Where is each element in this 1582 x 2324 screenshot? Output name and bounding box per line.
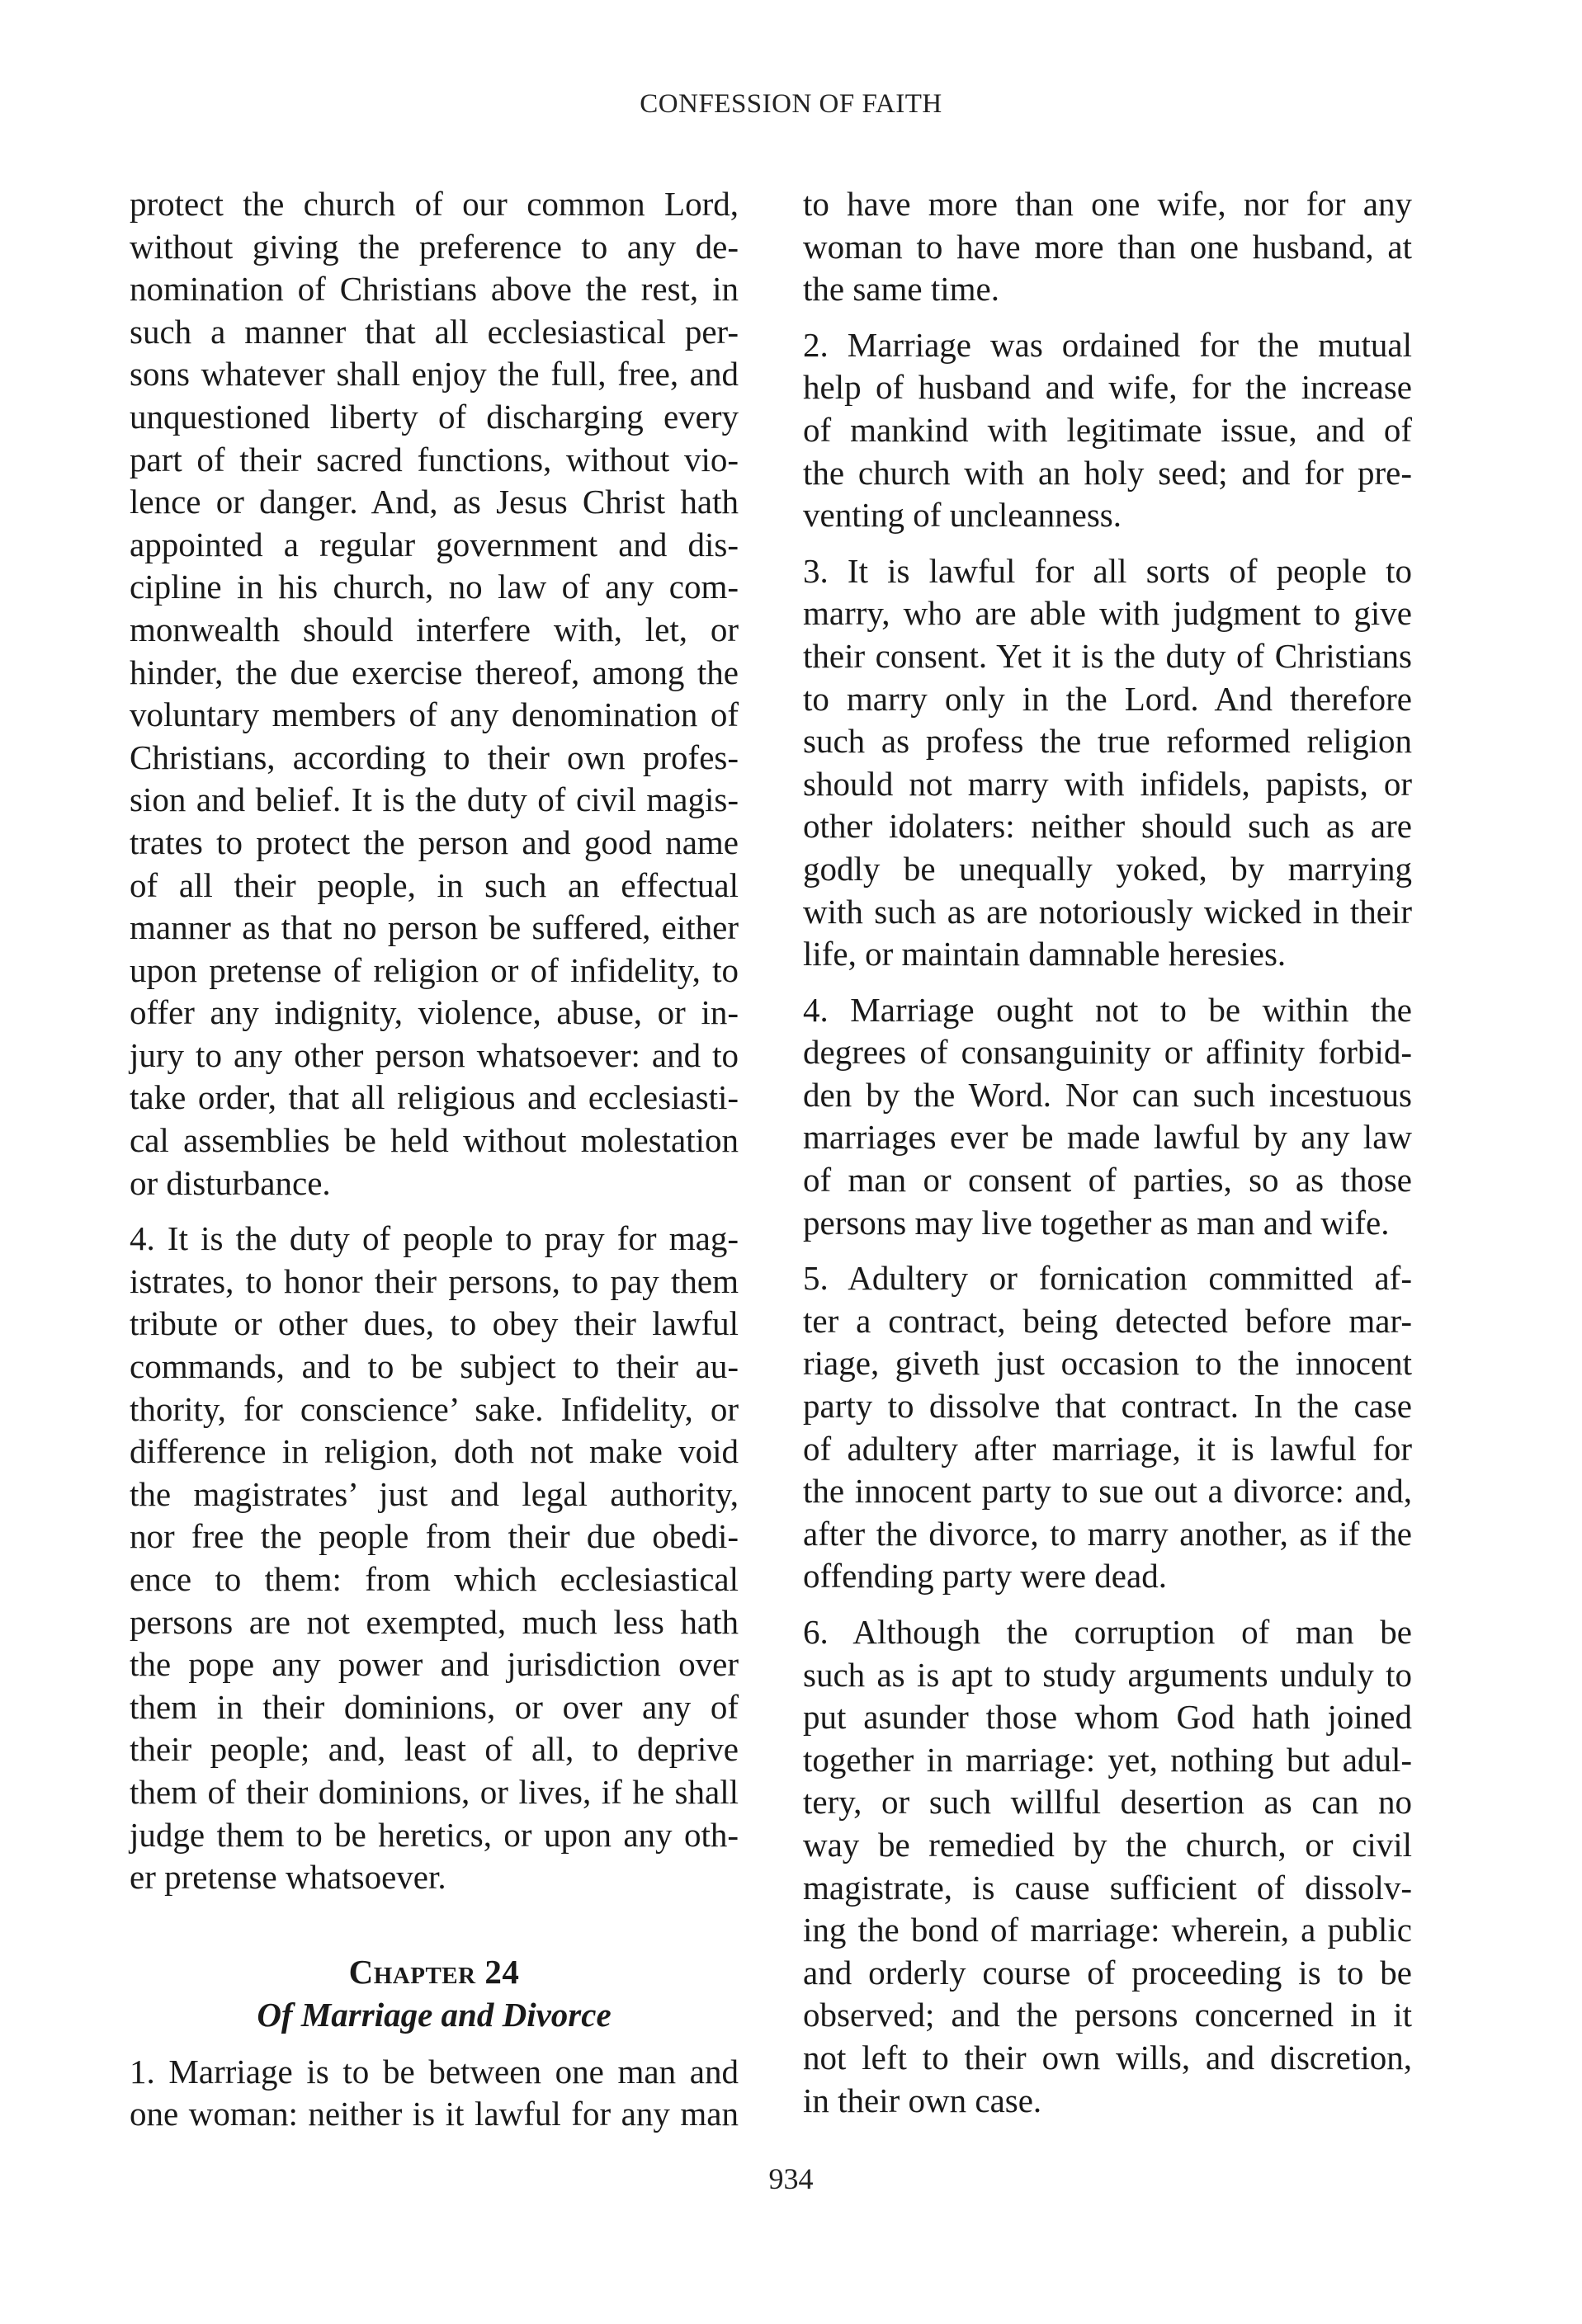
text-line: other idolaters: neither should such as are: [803, 807, 1412, 846]
text-line: appointed a regular government and dis-: [130, 525, 739, 563]
text-line: their consent. Yet it is the duty of Christians: [803, 636, 1412, 675]
text-line: jury to any other person whatsoever: and to: [130, 1035, 739, 1074]
text-line: 3. It is lawful for all sorts of people to: [803, 551, 1412, 590]
text-line: ter a contract, being detected before mar-: [803, 1301, 1412, 1340]
text-line: them in their dominions, or over any of: [130, 1687, 739, 1726]
text-line: er pretense whatsoever.: [130, 1858, 446, 1897]
text-line: such as profess the true reformed religion: [803, 722, 1412, 761]
text-line: in their own case.: [803, 2081, 1042, 2119]
text-line: unquestioned liberty of discharging every: [130, 397, 739, 436]
chapter-title: Of Marriage and Divorce: [257, 1995, 612, 2034]
text-line: together in marriage: yet, nothing but adul-: [803, 1740, 1412, 1779]
paragraph-section-1: [130, 2051, 739, 2136]
chapter-number: Chapter 24: [348, 1952, 520, 1991]
text-line: marriages ever be made lawful by any law: [803, 1118, 1412, 1157]
paragraph-section-3: [803, 550, 1412, 976]
chapter-heading: [130, 1950, 739, 2036]
paragraph-section-1-continued: [803, 183, 1412, 311]
text-line: ence to them: from which ecclesiastical: [130, 1560, 739, 1598]
text-line: the same time.: [803, 270, 999, 309]
text-line: of mankind with legitimate issue, and of: [803, 410, 1412, 449]
paragraph-section-2: [803, 324, 1412, 537]
text-line: such a manner that all ecclesiastical per-: [130, 312, 739, 351]
text-line: thority, for conscience’ sake. Infidelity, or: [130, 1389, 739, 1428]
text-line: persons are not exempted, much less hath: [130, 1602, 739, 1641]
text-line: one woman: neither is it lawful for any man: [130, 2095, 739, 2133]
text-line: cipline in his church, no law of any com-: [130, 568, 739, 606]
text-line: 4. It is the duty of people to pray for mag-: [130, 1219, 739, 1258]
text-line: party to dissolve that contract. In the case: [803, 1387, 1412, 1426]
paragraph-continued-3: [130, 183, 739, 1204]
text-line: offer any indignity, violence, abuse, or in-: [130, 993, 739, 1032]
text-line: way be remedied by the church, or civil: [803, 1825, 1412, 1864]
text-line: protect the church of our common Lord,: [130, 185, 739, 223]
text-line: den by the Word. Nor can such incestuous: [803, 1075, 1412, 1114]
paragraph-section-5: [803, 1257, 1412, 1598]
text-line: manner as that no person be suffered, either: [130, 908, 739, 947]
text-line: 2. Marriage was ordained for the mutual: [803, 325, 1412, 364]
paragraph-section-4: [803, 989, 1412, 1245]
text-line: without giving the preference to any de-: [130, 227, 739, 266]
text-line: tribute or other dues, to obey their lawful: [130, 1304, 739, 1343]
text-line: life, or maintain damnable heresies.: [803, 935, 1287, 973]
text-line: of all their people, in such an effectual: [130, 865, 739, 904]
text-line: 6. Although the corruption of man be: [803, 1613, 1412, 1651]
text-line: take order, that all religious and ecclesiasti-: [130, 1078, 739, 1117]
text-line: riage, giveth just occasion to the innocent: [803, 1344, 1412, 1383]
text-line: not left to their own wills, and discretion,: [803, 2038, 1412, 2077]
text-line: magistrate, is cause sufficient of dissolv-: [803, 1868, 1412, 1907]
running-header-title: CONFESSION OF FAITH: [640, 89, 942, 119]
text-line: the church with an holy seed; and for pre-: [803, 453, 1412, 492]
text-line: sion and belief. It is the duty of civil magis-: [130, 780, 739, 819]
text-line: sons whatever shall enjoy the full, free, and: [130, 355, 739, 394]
text-line: to marry only in the Lord. And therefore: [803, 679, 1412, 718]
text-line: voluntary members of any denomination of: [130, 695, 739, 734]
text-line: Christians, according to their own profes-: [130, 738, 739, 776]
text-line: ing the bond of marriage: wherein, a public: [803, 1911, 1412, 1949]
text-line: commands, and to be subject to their au-: [130, 1347, 739, 1386]
text-line: to have more than one wife, nor for any: [803, 185, 1412, 223]
text-line: trates to protect the person and good name: [130, 823, 739, 861]
text-line: help of husband and wife, for the increase: [803, 368, 1412, 407]
text-line: and orderly course of proceeding is to be: [803, 1953, 1412, 1992]
text-line: venting of uncleanness.: [803, 496, 1122, 535]
left-column: [130, 183, 739, 2149]
text-line: or disturbance.: [130, 1163, 331, 1202]
text-line: difference in religion, doth not make void: [130, 1432, 739, 1471]
text-line: observed; and the persons concerned in it: [803, 1996, 1412, 2034]
text-line: should not marry with infidels, papists, or: [803, 764, 1412, 803]
text-line: monwealth should interfere with, let, or: [130, 610, 739, 648]
text-line: judge them to be heretics, or upon any oth-: [130, 1815, 739, 1854]
text-line: nomination of Christians above the rest, in: [130, 270, 739, 309]
text-line: 1. Marriage is to be between one man and: [130, 2052, 739, 2091]
text-line: woman to have more than one husband, at: [803, 227, 1412, 266]
text-line: marry, who are able with judgment to give: [803, 594, 1412, 633]
text-line: 5. Adultery or fornication committed af-: [803, 1259, 1412, 1298]
text-line: of adultery after marriage, it is lawful for: [803, 1429, 1412, 1468]
paragraph-section-4: [130, 1218, 739, 1899]
text-line: cal assemblies be held without molestation: [130, 1121, 739, 1160]
text-line: the magistrates’ just and legal authority,: [130, 1474, 739, 1513]
right-column: [803, 183, 1412, 2135]
text-line: upon pretense of religion or of infidelity, to: [130, 950, 739, 989]
text-line: lence or danger. And, as Jesus Christ hath: [130, 483, 739, 521]
text-line: hinder, the due exercise thereof, among the: [130, 653, 739, 691]
text-line: such as is apt to study arguments unduly to: [803, 1655, 1412, 1694]
text-line: put asunder those whom God hath joined: [803, 1698, 1412, 1737]
page-number: 934: [768, 2162, 814, 2195]
text-line: 4. Marriage ought not to be within the: [803, 990, 1412, 1029]
text-line: degrees of consanguinity or affinity forbid-: [803, 1033, 1412, 1072]
text-line: with such as are notoriously wicked in their: [803, 892, 1412, 931]
text-line: of man or consent of parties, so as those: [803, 1161, 1412, 1200]
text-line: their people; and, least of all, to deprive: [130, 1730, 739, 1769]
text-line: istrates, to honor their persons, to pay them: [130, 1261, 739, 1300]
text-line: godly be unequally yoked, by marrying: [803, 849, 1412, 888]
text-line: part of their sacred functions, without vio-: [130, 440, 739, 478]
text-line: tery, or such willful desertion as can no: [803, 1783, 1412, 1822]
text-line: offending party were dead.: [803, 1557, 1167, 1596]
text-line: nor free the people from their due obedi-: [130, 1517, 739, 1556]
text-line: the innocent party to sue out a divorce: and,: [803, 1472, 1412, 1511]
text-line: persons may live together as man and wife.: [803, 1203, 1390, 1242]
paragraph-section-6: [803, 1611, 1412, 2122]
text-line: them of their dominions, or lives, if he shall: [130, 1772, 739, 1811]
text-line: after the divorce, to marry another, as if the: [803, 1514, 1412, 1553]
text-line: the pope any power and jurisdiction over: [130, 1645, 739, 1684]
